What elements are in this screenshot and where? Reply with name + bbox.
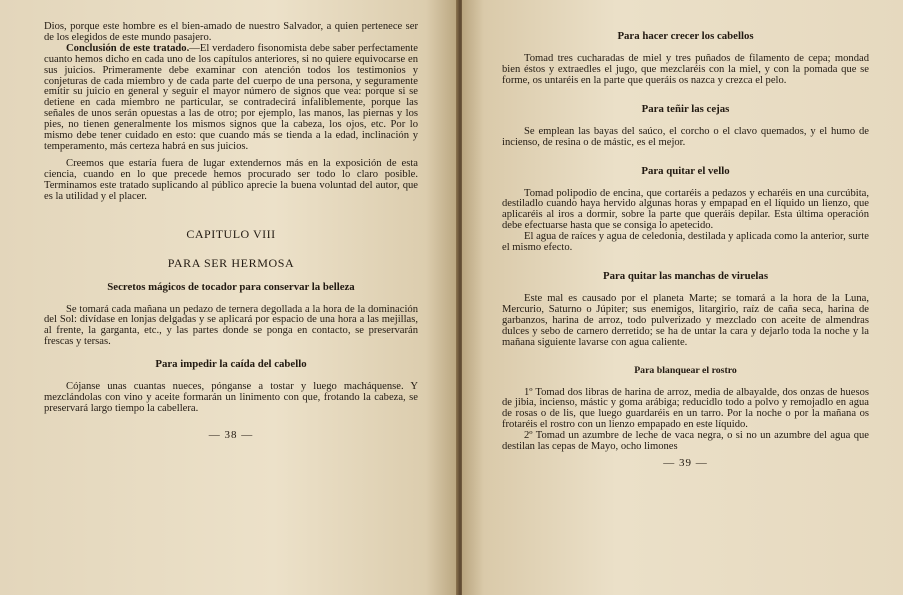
section-text: Se emplean las bayas del saúco, el corcho o el clavo quemados, y el humo de incienso, de resina o de mástic, es el mejor. <box>502 125 869 148</box>
page-number: — 38 — <box>208 428 254 441</box>
paragraph-continuation: Dios, porque este hombre es el bien-amado de nuestro Salvador, a quien pertenece ser de los elegidos de este mundo pasajero. <box>44 21 418 43</box>
section-heading: Secretos mágicos de tocador para conservar la belleza <box>107 280 355 293</box>
section-heading: Para impedir la caída del cabello <box>155 358 307 371</box>
chapter-number: CAPITULO VIII <box>186 226 276 241</box>
section-text: Tomad tres cucharadas de miel y tres puñados de filamento de cepa; mondad bien éstos y extraedles el jugo, que mezclaréis con la miel, y con la pomada que se forme, os untaréis en la parte que queráis os nazca y crezca el pelo. <box>502 53 869 86</box>
section-heading: Para quitar el vello <box>641 164 730 177</box>
chapter-title: PARA SER HERMOSA <box>167 255 295 270</box>
section-text: Este mal es causado por el planeta Marte; se tomará a la hora de la Luna, Mercurio, Saturno o Júpiter; sus enemigos, litargirio, raíz de caña seca, harina de garbanzos, harina de arroz, todo pulverizado y mezclado con aceite de almendras dulces y sebo de carnero derretido; se ha de untar la cara y dejarlo toda la noche y la mañana siguiente lavarse con agua caliente. <box>502 292 869 348</box>
conclusion-heading: Conclusión de este tratado. <box>66 42 190 54</box>
section-heading: Para quitar las manchas de viruelas <box>602 269 769 282</box>
page-number: — 39 — <box>663 456 708 469</box>
right-page <box>462 0 903 595</box>
section-text: 2º Tomad un azumbre de leche de vaca negra, o si no un azumbre del agua que destilan las cepas de Mayo, ocho limones <box>502 430 869 453</box>
paragraph-closing: Creemos que estaría fuera de lugar extendernos más en la exposición de esta ciencia, cuando en lo que precede hemos procurado ser todo lo claro posible. Terminamos este tratado suplicando al público aprecie la buena voluntad del autor, que es la utilidad y el placer. <box>44 157 418 202</box>
section-text: Cójanse unas cuantas nueces, pónganse a tostar y luego macháquense. Y mezclándolas con vino y aceite formarán un linimento con que, frotando la cabeza, se preservará largo tiempo la cabellera. <box>44 381 418 414</box>
section-text: Tomad polipodio de encina, que cortaréis a pedazos y echaréis en una curcúbita, destiladlo cuando haya hervido algunas horas y empapad en el líquido un lienzo, que aplicaréis al iros a dormir, sobre la parte que queráis depilar. Esta última operación debe efectuarse hasta que se consiga lo apetecido. <box>502 187 869 232</box>
section-heading: Para teñir las cejas <box>641 102 730 115</box>
section-heading: Para hacer crecer los cabellos <box>617 30 754 42</box>
section-heading: Para blanquear el rostro <box>634 364 737 376</box>
section-text: El agua de raíces y agua de celedonia, destilada y aplicada como la anterior, surte el mismo efecto. <box>502 231 869 254</box>
section-text: 1º Tomad dos libras de harina de arroz, media de albayalde, dos onzas de huesos de jibia, incienso, mástic y goma arábiga; reducidlo todo a polvo y remojadlo en agua de rosas o de lis, que luego guardaréis en un tarro. Por la noche o por la mañana os frotaréis el rostro con un lienzo empapado en este líquido. <box>502 386 869 431</box>
conclusion-body: —El verdadero fisonomista debe saber perfectamente cuanto hemos dicho en cada uno de los capítulos anteriores, si no quiere equivocarse en sus juicios. Primeramente debe examinar con atención todos los testimonios y conjeturas de cada miembro y de cada parte del cuerpo de una persona, y seguramente emitir su juicio en general y seguir el mayor número de signos que vea: porque si se detiene en cada miembro ne particular, se contradecirá infaliblemente, porque las señales de unos serán opuestas a las de otro; por ejemplo, las manos, las piernas y los pies, no tienen generalmente los mismos signos que la cabeza, los ojos, etc. Por lo mismo debe tener cuidado en esto: que cuando más se tienda a la edad, inclinación y temperamento, más certeza habrá en sus juicios. <box>44 42 418 152</box>
paragraph-conclusion <box>44 44 418 153</box>
section-text: Se tomará cada mañana un pedazo de ternera degollada a la hora de la dominación del Sol: divídase en lonjas delgadas y se aplicará por espacio de una hora a las mejillas, al frente, la garganta, etc., y las partes donde se ponga en contacto, se preservarán frescas y tersas. <box>44 303 418 348</box>
